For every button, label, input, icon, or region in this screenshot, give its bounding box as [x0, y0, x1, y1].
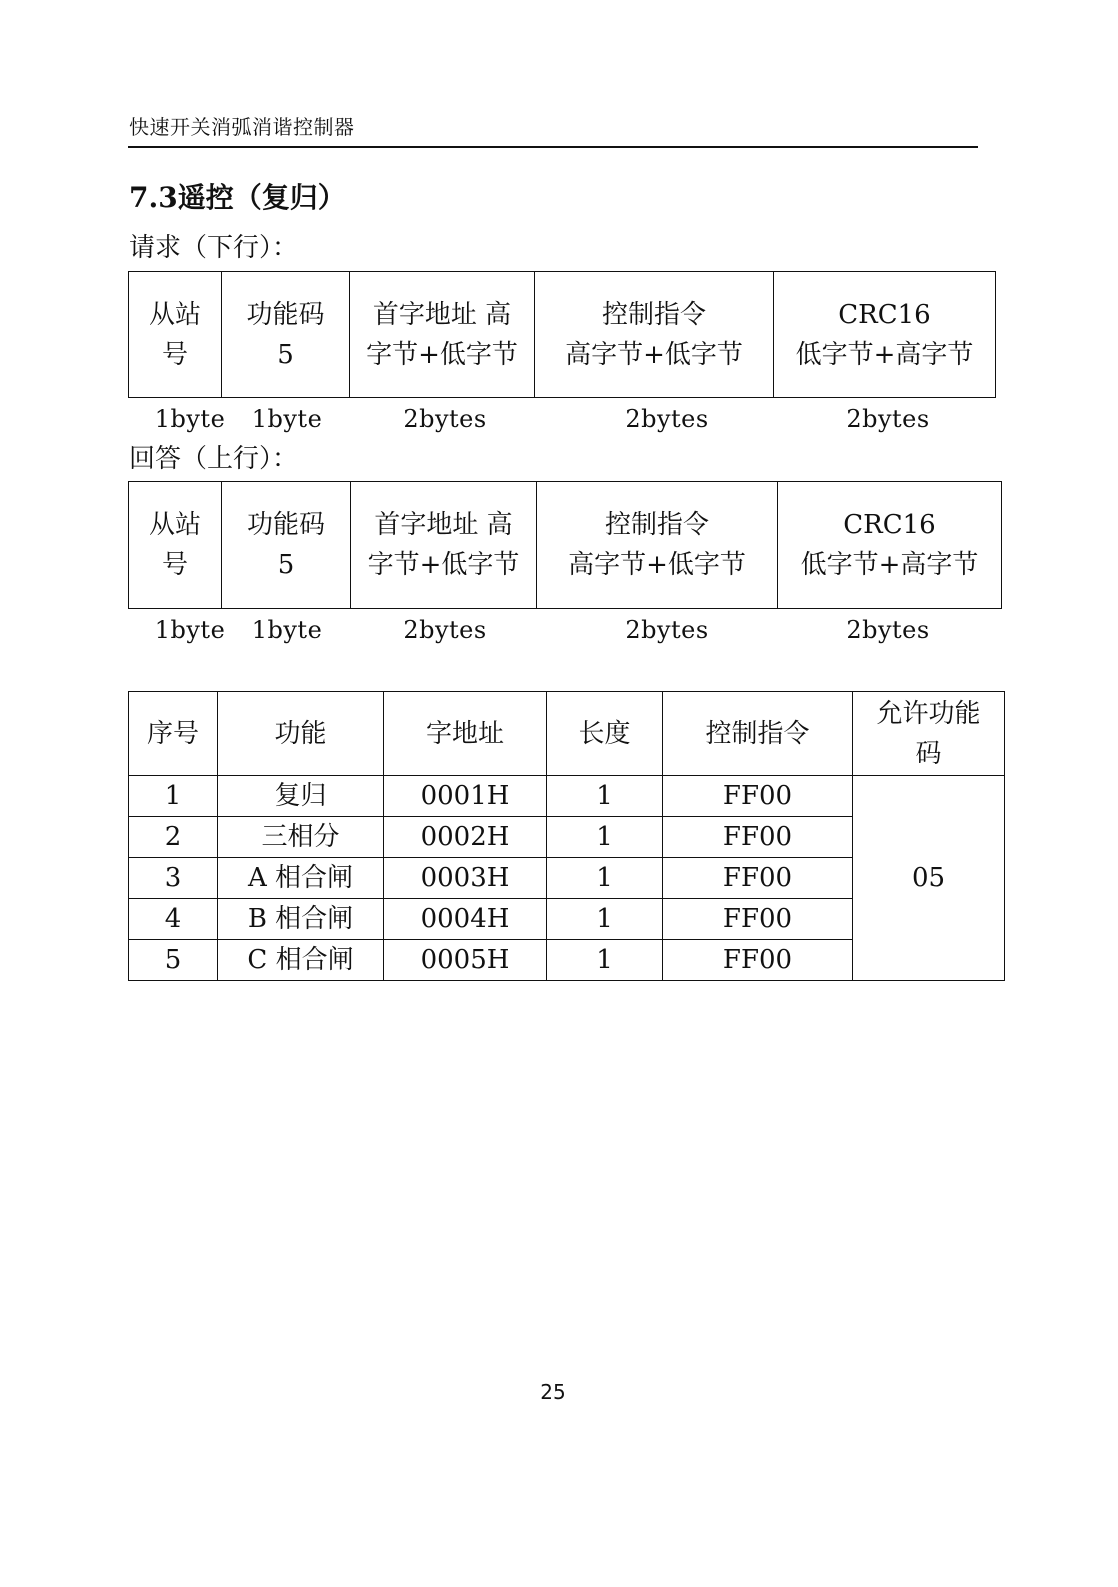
- request-size-row: [0, 402, 1118, 436]
- running-header: 快速开关消弧消谐控制器: [129, 115, 355, 139]
- header-address: 字地址: [384, 692, 547, 776]
- header-rule: [128, 146, 978, 148]
- cell-length: 1: [547, 899, 663, 940]
- request-size: 2bytes: [846, 405, 930, 433]
- cell-index: 5: [129, 940, 218, 981]
- cell-function: 复归: [218, 776, 384, 817]
- page-number: 25: [540, 1380, 566, 1404]
- response-cell-crc: CRC16 低字节+高字节: [778, 482, 1002, 609]
- cell-index: 2: [129, 817, 218, 858]
- request-cell-slave: 从站号: [129, 272, 222, 398]
- header-index: 序号: [129, 692, 218, 776]
- cell-address: 0001H: [384, 776, 547, 817]
- command-table: [128, 691, 1005, 981]
- cell-function: 三相分: [218, 817, 384, 858]
- cell-control: FF00: [663, 899, 853, 940]
- response-size: 2bytes: [846, 616, 930, 644]
- request-cell-crc: CRC16 低字节+高字节: [774, 272, 996, 398]
- request-size: 2bytes: [403, 405, 487, 433]
- request-size: 2bytes: [625, 405, 709, 433]
- cell-index: 3: [129, 858, 218, 899]
- response-size: 2bytes: [625, 616, 709, 644]
- response-label: 回答（上行）：: [129, 444, 299, 474]
- request-cell-function-code: 功能码 5: [222, 272, 350, 398]
- cell-control: FF00: [663, 817, 853, 858]
- response-size: 1byte: [154, 616, 226, 644]
- request-frame-table: [128, 271, 996, 398]
- header-control: 控制指令: [663, 692, 853, 776]
- section-title: 7.3遥控（复归）: [129, 181, 346, 214]
- cell-length: 1: [547, 940, 663, 981]
- cell-allowed-code: 05: [853, 776, 1005, 981]
- header-function: 功能: [218, 692, 384, 776]
- cell-length: 1: [547, 858, 663, 899]
- cell-index: 1: [129, 776, 218, 817]
- cell-address: 0004H: [384, 899, 547, 940]
- response-size: 1byte: [251, 616, 323, 644]
- response-size: 2bytes: [403, 616, 487, 644]
- request-cell-control: 控制指令 高字节+低字节: [535, 272, 774, 398]
- cell-function: C 相合闸: [218, 940, 384, 981]
- header-allowed-code: 允许功能码: [853, 692, 1005, 776]
- response-cell-slave: 从站号: [129, 482, 222, 609]
- cell-function: A 相合闸: [218, 858, 384, 899]
- cell-address: 0005H: [384, 940, 547, 981]
- command-table-header: [129, 692, 1005, 776]
- cell-length: 1: [547, 776, 663, 817]
- response-cell-function-code: 功能码 5: [222, 482, 351, 609]
- cell-control: FF00: [663, 858, 853, 899]
- cell-control: FF00: [663, 940, 853, 981]
- cell-index: 4: [129, 899, 218, 940]
- request-cell-start-address: 首字地址 高字节+低字节: [350, 272, 535, 398]
- request-size: 1byte: [154, 405, 226, 433]
- response-size-row: [0, 613, 1118, 647]
- request-size: 1byte: [251, 405, 323, 433]
- cell-control: FF00: [663, 776, 853, 817]
- cell-address: 0003H: [384, 858, 547, 899]
- table-row: [129, 776, 1005, 817]
- cell-length: 1: [547, 817, 663, 858]
- response-cell-control: 控制指令 高字节+低字节: [537, 482, 778, 609]
- request-label: 请求（下行）：: [129, 233, 299, 263]
- response-cell-start-address: 首字地址 高字节+低字节: [351, 482, 537, 609]
- header-length: 长度: [547, 692, 663, 776]
- cell-address: 0002H: [384, 817, 547, 858]
- cell-function: B 相合闸: [218, 899, 384, 940]
- response-frame-table: [128, 481, 1002, 609]
